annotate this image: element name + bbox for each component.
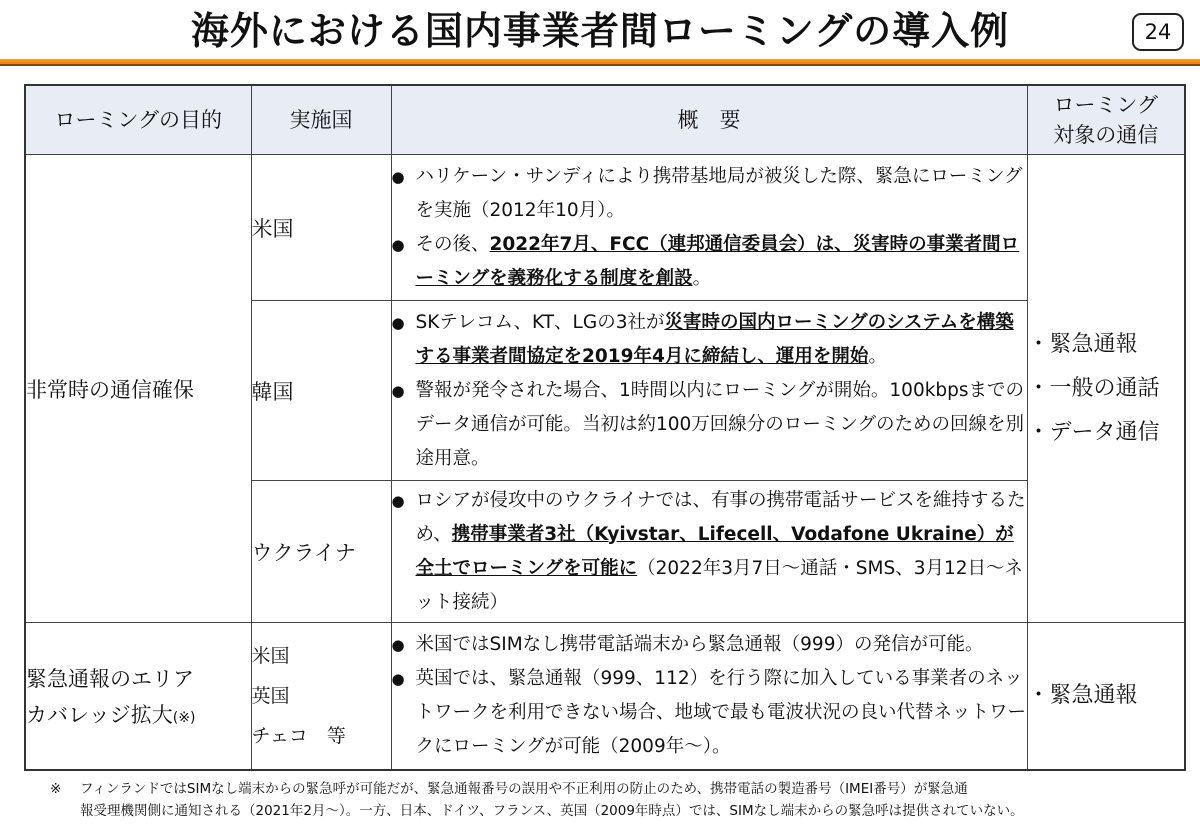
summary-korea-bullet-1-post: 。 xyxy=(868,345,887,367)
summary-us-bullet-2-emphasis: 2022年7月、FCC（連邦通信委員会）は、災害時の事業者間ローミングを義務化する制度を創設 xyxy=(415,233,1020,289)
summary-ukraine-bullet-1-post: （2022年3月7日～通話・SMS、3月12日～ネット接続） xyxy=(415,557,1024,613)
header-target-line2: 対象の通信 xyxy=(1053,123,1159,147)
target-group2 xyxy=(1027,623,1185,770)
summary-korea-bullet-1-emphasis: 災害時の国内ローミングのシステムを構築する事業者間協定を2019年4月に締結し、運用を開始 xyxy=(415,311,1014,367)
summary-group2 xyxy=(391,623,1027,770)
purpose-emergency-coverage-line2: カバレッジ拡大 xyxy=(26,702,173,727)
summary-us-bullet-2-pre: その後、 xyxy=(415,233,490,255)
summary-ukraine-bullet-1-emphasis: 携帯事業者3社（Kyivstar、Lifecell、Vodafone Ukraine）が全土でローミングを可能に xyxy=(415,523,1014,579)
header-summary: 概 要 xyxy=(391,85,1027,155)
summary-group2-bullet-1: ● 米国ではSIMなし携帯電話端末から緊急通報（999）の発信が可能。 xyxy=(392,628,1027,662)
page-number: 24 xyxy=(1132,13,1184,51)
purpose-note-mark: (※) xyxy=(172,709,196,726)
header-target xyxy=(1027,85,1185,155)
target-voice-call: ・ 一般の通話 xyxy=(1028,367,1185,411)
countries-group2 xyxy=(251,623,391,770)
header-target-line1: ローミング xyxy=(1053,93,1159,117)
country-us-2: 米国 xyxy=(251,644,290,667)
country-uk: 英国 xyxy=(251,684,290,707)
summary-ukraine xyxy=(391,481,1027,623)
summary-us-bullet-2 xyxy=(392,228,1027,296)
table-header-row xyxy=(25,85,1185,155)
title-underline-dark xyxy=(0,64,1200,66)
footnote-mark: ※ xyxy=(50,781,62,797)
summary-us-bullet-2-post: 。 xyxy=(692,267,712,289)
target-data: ・ データ通信 xyxy=(1028,411,1185,455)
table-row xyxy=(25,155,1185,301)
target-group1 xyxy=(1027,155,1185,623)
purpose-emergency-comm: 非常時の通信確保 xyxy=(25,155,251,623)
target-emergency-call-2: ・ 緊急通報 xyxy=(1028,674,1185,718)
summary-ukraine-bullet-1-pre: ロシアが侵攻中のウクライナでは、有事の携帯電話サービスを維持するため、 xyxy=(415,489,1026,545)
summary-us xyxy=(391,155,1027,301)
table-row xyxy=(25,623,1185,770)
summary-korea-bullet-1 xyxy=(392,306,1027,374)
summary-ukraine-bullet-1 xyxy=(392,484,1027,620)
summary-korea xyxy=(391,301,1027,481)
purpose-emergency-coverage-line1: 緊急通報のエリア xyxy=(26,666,194,691)
footnote xyxy=(50,778,1170,822)
roaming-examples-table xyxy=(24,84,1186,771)
summary-korea-bullet-1-pre: SKテレコム、KT、LGの3社が xyxy=(415,311,665,333)
summary-us-bullet-1: ● ハリケーン・サンディにより携帯基地局が被災した際、緊急にローミングを実施（2012年10月）。 xyxy=(392,160,1027,228)
country-czech-etc: チェコ 等 xyxy=(251,724,346,747)
summary-group2-bullet-2: ● 英国では、緊急通報（999、112）を行う際に加入している事業者のネットワークを利用できない場合、地域で最も電波状況の良い代替ネットワークにローミングが可能（2009年～）。 xyxy=(392,662,1027,764)
footnote-line1: フィンランドではSIMなし端末からの緊急呼が可能だが、緊急通報番号の誤用や不正利用の防止のため、携帯電話の製造番号（IMEI番号）が緊急通 xyxy=(80,781,968,797)
country-ukraine: ウクライナ xyxy=(251,481,391,623)
header-country: 実施国 xyxy=(251,85,391,155)
header-purpose: ローミングの目的 xyxy=(25,85,251,155)
purpose-emergency-coverage xyxy=(25,623,251,770)
page-title: 海外における国内事業者間ローミングの導入例 xyxy=(190,9,1010,53)
country-korea: 韓国 xyxy=(251,301,391,481)
country-us: 米国 xyxy=(251,155,391,301)
footnote-line2: 報受理機関側に通知される（2021年2月～）。一方、日本、ドイツ、フランス、英国（2009年時点）では、SIMなし端末からの緊急呼は提供されていない。 xyxy=(80,803,1024,819)
target-emergency-call: ・ 緊急通報 xyxy=(1028,323,1185,367)
summary-korea-bullet-2: ● 警報が発令された場合、1時間以内にローミングが開始。100kbpsまでのデータ通信が可能。当初は約100万回線分のローミングのための回線を別途用意。 xyxy=(392,374,1027,476)
